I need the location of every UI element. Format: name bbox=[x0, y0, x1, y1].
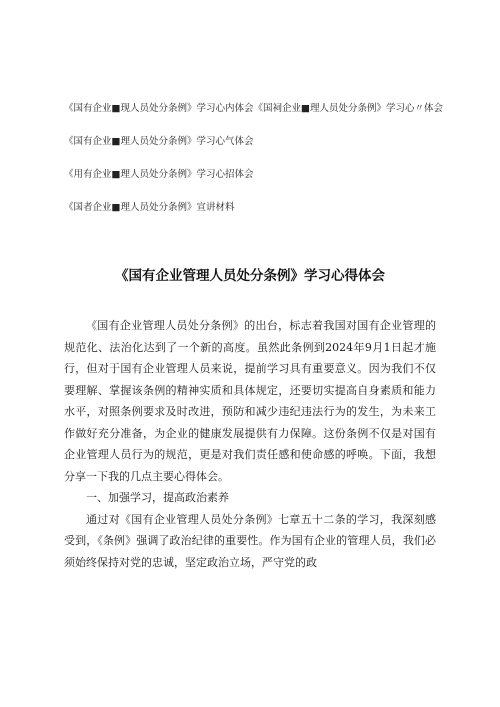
toc-item-2[interactable]: 《国有企业■理人员处分条例》学习心气体会 bbox=[64, 136, 254, 147]
intro-paragraph: 《国有企业管理人员处分条例》的出台，标志着我国对国有企业管理的规范化、法治化达到了一个新的高度。虽然此条例到2024年9月1日起才施行，但对于国有企业管理人员来说，提前学习具有重要意义。因为我们不仅要理解、掌握该条例的精神实质和具体规定，还要切实提高自身素质和能力水平，对照条例要求及时改进，预防和减少违纪违法行为的发生，为未来工作做好充分准备，为企业的健康发展提供有力保障。这份条例不仅是对国有企业管理人员行为的规范，更是对我们责任感和使命感的呼唤。下面，我想分享一下我的几点主要心得体会。 bbox=[64, 319, 436, 483]
document-body bbox=[64, 315, 436, 573]
toc-item-1[interactable]: 《国有企业■现人员处分条例》学习心内体会《国祠企业■理人员处分条例》学习心〃体会 bbox=[64, 103, 443, 114]
document-title: 《国有企业管理人员处分条例》学习心得体会 bbox=[115, 268, 385, 284]
section-heading-1: 一、加强学习，提高政治素养 bbox=[86, 491, 229, 504]
section-paragraph-1: 通过对《国有企业管理人员处分条例》七章五十二条的学习，我深刻感受到，《条例》强调了政治纪律的重要性。作为国有企业的管理人员，我们必须始终保持对党的忠诚，坚定政治立场，严守党的政 bbox=[64, 512, 436, 569]
toc-item-4[interactable]: 《国者企业■理人员处分条例》宣讲材料 bbox=[64, 202, 235, 213]
table-of-contents bbox=[64, 100, 444, 232]
toc-item-3[interactable]: 《用有企业■理人员处分条例》学习心招体会 bbox=[64, 169, 254, 180]
